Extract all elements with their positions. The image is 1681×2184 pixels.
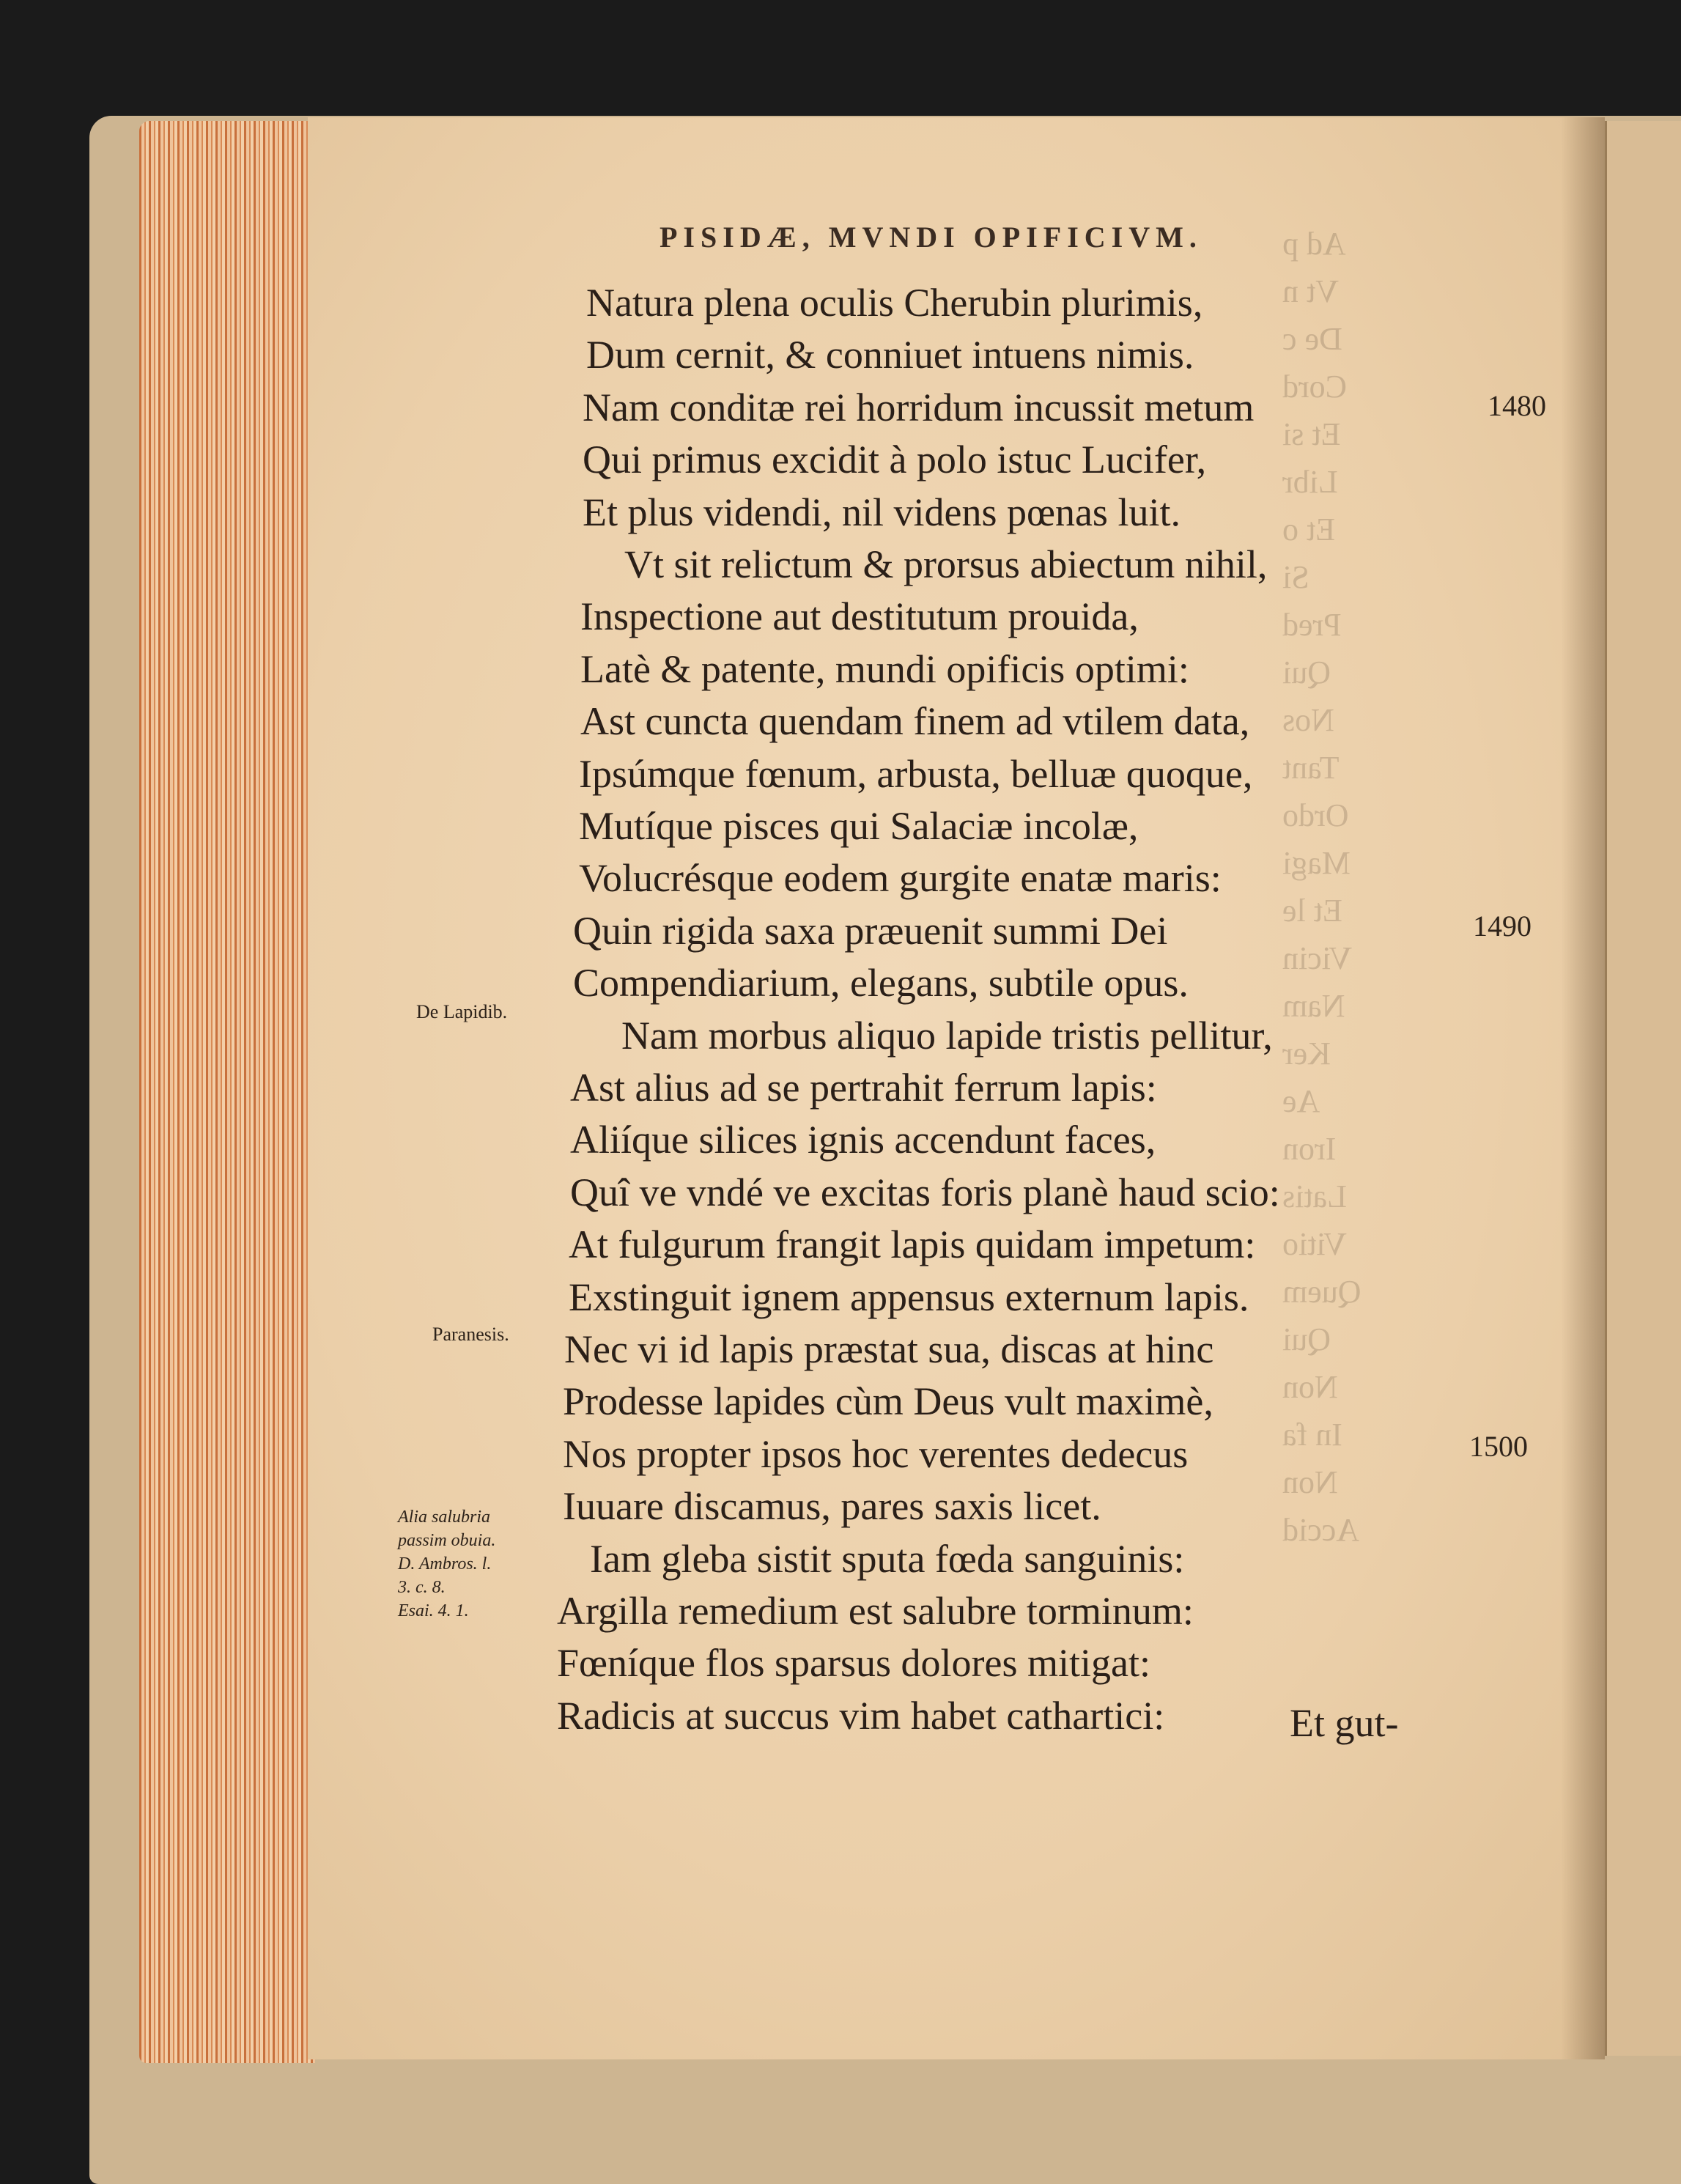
facing-page-edge [1605, 121, 1681, 2056]
bleed-through-line: Quem [1282, 1274, 1362, 1310]
verse-line: Quin rigida saxa præuenit summi Dei [573, 909, 1168, 953]
bleed-through-line: Et le [1282, 893, 1342, 929]
bleed-through-line: Libr [1282, 464, 1338, 500]
verse-line: Nam conditæ rei horridum incussit metum [583, 385, 1255, 429]
verse-line: Volucrésque eodem gurgite enatæ maris: [579, 856, 1222, 900]
verse-line: Compendiarium, elegans, subtile opus. [573, 961, 1189, 1005]
bleed-through-line: Iron [1282, 1131, 1337, 1167]
verse-line: Dum cernit, & conniuet intuens nimis. [586, 333, 1194, 377]
verse-line: Ipsúmque fœnum, arbusta, belluæ quoque, [579, 752, 1253, 796]
bleed-through-line: Tant [1282, 750, 1340, 786]
verse-line: Iam gleba sistit sputa fœda sanguinis: [590, 1537, 1185, 1581]
verse-line: Qui primus excidit à polo istuc Lucifer, [583, 438, 1207, 482]
verse-line: Ast alius ad se pertrahit ferrum lapis: [570, 1066, 1157, 1110]
bleed-through-line: Si [1282, 559, 1309, 595]
verse-line: Inspectione aut destitutum prouida, [580, 594, 1139, 638]
verse-line: Quî ve vndé ve excitas foris planè haud scio: [570, 1170, 1280, 1214]
verse-line: Nec vi id lapis præstat sua, discas at hinc [564, 1327, 1214, 1371]
page-edges [139, 121, 315, 2063]
margin-note-alia-line: Alia salubria [398, 1508, 491, 1527]
margin-note-alia-line: D. Ambros. l. [398, 1554, 492, 1574]
margin-note-alia-line: Esai. 4. 1. [398, 1601, 469, 1620]
bleed-through-line: Magi [1282, 845, 1351, 881]
margin-note-alia-line: 3. c. 8. [398, 1578, 446, 1597]
bleed-through-line: Non [1282, 1464, 1338, 1500]
margin-note-lapides: De Lapidib. [416, 1001, 508, 1022]
running-head: PISIDÆ, MVNDI OPIFICIVM. [660, 221, 1202, 254]
bleed-through-line: Cord [1282, 369, 1347, 405]
verse-line: Et plus videndi, nil videns pœnas luit. [583, 490, 1181, 534]
verse-line: Ast cuncta quendam finem ad vtilem data, [580, 699, 1250, 743]
line-number-1500: 1500 [1469, 1430, 1528, 1463]
margin-note-alia [398, 1505, 495, 1623]
bleed-through-line: De c [1282, 321, 1342, 357]
line-number-1490: 1490 [1473, 910, 1532, 942]
verse-line: Prodesse lapides cùm Deus vult maximè, [563, 1379, 1213, 1423]
bleed-through-line: Qui [1282, 654, 1331, 690]
bleed-through-line: Vicin [1282, 940, 1353, 976]
bleed-through-line: Accid [1282, 1512, 1360, 1548]
catchword: Et gut- [1290, 1701, 1399, 1745]
bleed-through-line: Et o [1282, 512, 1336, 547]
verse-line: At fulgurum frangit lapis quidam impetum: [569, 1222, 1256, 1266]
bleed-through-line: Latis [1282, 1178, 1347, 1214]
verse-line: Fœníque flos sparsus dolores mitigat: [557, 1641, 1150, 1685]
verse-line: Mutíque pisces qui Salaciæ incolæ, [579, 804, 1139, 848]
line-number-1480: 1480 [1488, 389, 1546, 422]
bleed-through-line: Ad p [1282, 226, 1346, 262]
verse-line: Aliíque silices ignis accendunt faces, [570, 1118, 1156, 1162]
bleed-through-line: Nos [1282, 702, 1334, 738]
verse-line: Latè & patente, mundi opificis optimi: [580, 647, 1189, 691]
verse-line: Nos propter ipsos hoc verentes dedecus [563, 1432, 1189, 1476]
bleed-through-line: In fa [1282, 1417, 1342, 1453]
bleed-through-line: Ker [1282, 1036, 1331, 1071]
bleed-through-line: Vt n [1282, 273, 1339, 309]
margin-note-paraenesis: Paranesis. [432, 1324, 509, 1345]
verse-line: Exstinguit ignem appensus externum lapis. [569, 1275, 1249, 1319]
bleed-through-text [1282, 220, 1590, 1722]
bleed-through-line: Nam [1282, 988, 1345, 1024]
verse-line: Nam morbus aliquo lapide tristis pellitur, [621, 1014, 1273, 1058]
bleed-through-line: Qui [1282, 1321, 1331, 1357]
verse-line: Iuuare discamus, pares saxis licet. [563, 1484, 1101, 1528]
verse-line: Argilla remedium est salubre torminum: [557, 1589, 1194, 1633]
margin-note-alia-line: passim obuia. [398, 1531, 496, 1550]
bleed-through-line: Et si [1282, 416, 1341, 452]
verse-line: Radicis at succus vim habet cathartici: [557, 1694, 1165, 1738]
verse-line: Natura plena oculis Cherubin plurimis, [586, 281, 1203, 325]
bleed-through-line: Vitio [1282, 1226, 1347, 1262]
bleed-through-line: Ae [1282, 1083, 1320, 1119]
bleed-through-line: Non [1282, 1369, 1338, 1405]
verse-line: Vt sit relictum & prorsus abiectum nihil, [624, 542, 1268, 586]
bleed-through-line: Ordo [1282, 797, 1349, 833]
bleed-through-line: Pred [1282, 607, 1342, 643]
